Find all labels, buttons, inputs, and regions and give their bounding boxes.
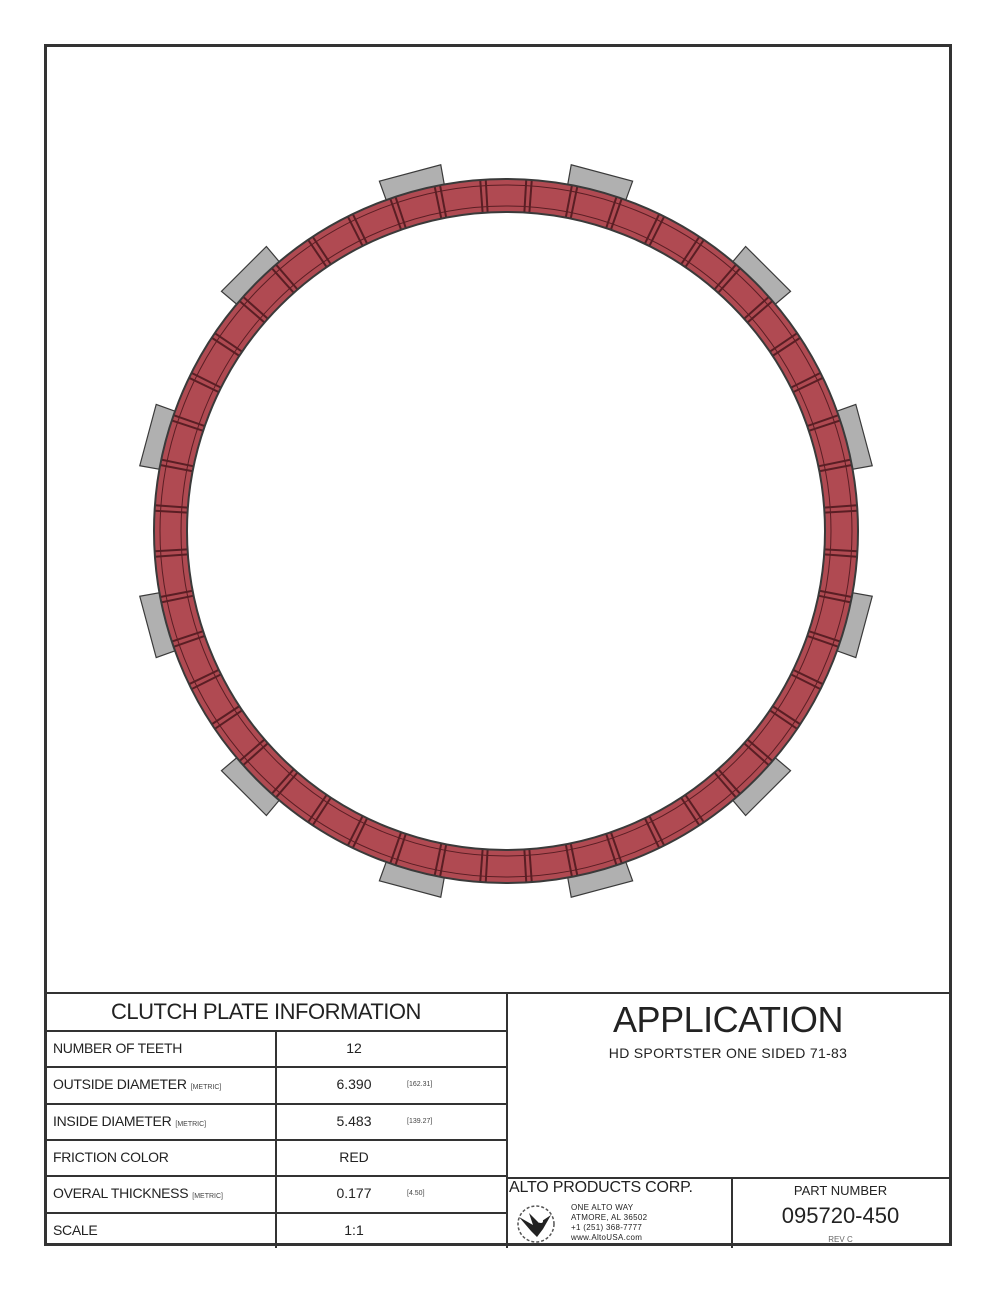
info-row-label-text: FRICTION COLOR xyxy=(53,1148,169,1165)
info-row-metric: [139.27] xyxy=(407,1117,433,1125)
info-row-value: 6.390 xyxy=(336,1076,372,1093)
application-text: HD SPORTSTER ONE SIDED 71-83 xyxy=(608,1045,848,1061)
company-address-line-4: www.AltoUSA.com xyxy=(571,1233,643,1242)
company-address-line-1: ONE ALTO WAY xyxy=(571,1203,634,1212)
info-row-label xyxy=(53,1222,97,1238)
info-row-label xyxy=(53,1076,221,1092)
info-row-label xyxy=(53,1113,206,1129)
company-address-line-2: ATMORE, AL 36502 xyxy=(571,1213,648,1222)
info-row-label-text: SCALE xyxy=(53,1221,98,1238)
part-number-label: PART NUMBER xyxy=(793,1183,888,1198)
inside-diameter-outline xyxy=(187,212,825,850)
part-number: 095720-450 xyxy=(781,1203,900,1228)
info-table-row-rule xyxy=(47,1066,506,1068)
company-name: ALTO PRODUCTS CORP. xyxy=(509,1179,693,1196)
info-table-row-rule xyxy=(47,1139,506,1141)
info-table-row-rule xyxy=(47,1175,506,1177)
info-row-value: 5.483 xyxy=(336,1112,372,1129)
info-table-row-rule xyxy=(47,1103,506,1105)
drawing-sheet xyxy=(44,44,952,1246)
info-row-value: RED xyxy=(339,1148,369,1165)
info-row-label-text: INSIDE DIAMETER xyxy=(53,1112,172,1129)
info-row-unit: [METRIC] xyxy=(175,1120,207,1128)
info-row-label xyxy=(53,1185,223,1201)
info-row-label xyxy=(53,1149,169,1165)
title-block-top-rule xyxy=(47,992,949,994)
company-address-line-3: +1 (251) 368-7777 xyxy=(571,1223,643,1232)
info-table-row-rule xyxy=(47,1212,506,1214)
info-table-title: CLUTCH PLATE INFORMATION xyxy=(111,999,421,1024)
clutch-plate-drawing xyxy=(47,47,949,993)
application-title: APPLICATION xyxy=(613,999,843,1040)
info-row-value: 0.177 xyxy=(336,1185,372,1202)
info-row-label-text: OVERAL THICKNESS xyxy=(53,1185,189,1202)
info-row-label-text: NUMBER OF TEETH xyxy=(53,1040,183,1056)
eagle-logo-icon xyxy=(511,1203,561,1245)
part-revision: REV C xyxy=(828,1235,853,1244)
info-row-metric: [162.31] xyxy=(407,1081,433,1089)
info-row-unit: [METRIC] xyxy=(190,1084,222,1092)
info-row-label xyxy=(53,1040,182,1056)
info-row-unit: [METRIC] xyxy=(192,1193,223,1201)
info-row-value: 1:1 xyxy=(344,1221,364,1238)
info-row-label-text: OUTSIDE DIAMETER xyxy=(53,1076,187,1093)
info-row-metric: [4.50] xyxy=(407,1190,425,1198)
info-row-value: 12 xyxy=(346,1040,362,1056)
